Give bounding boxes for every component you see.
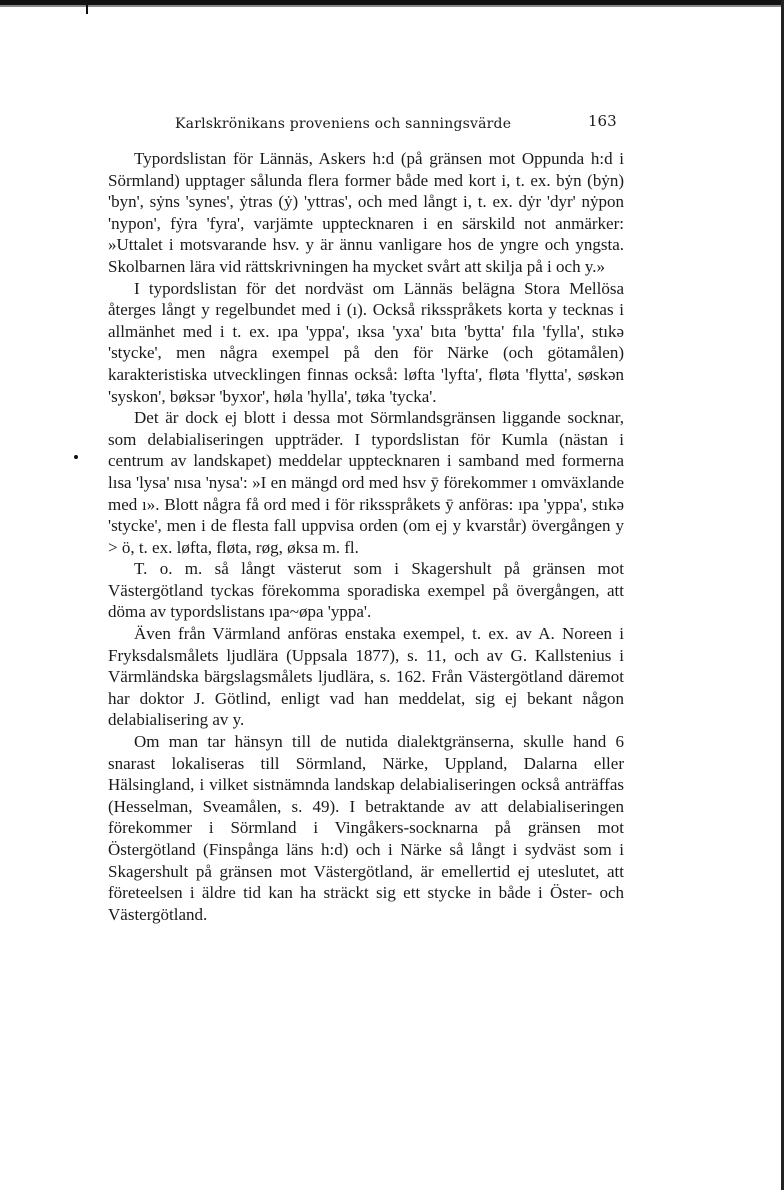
paragraph-2: I typordslistan för det nordväst om Lännäs belägna Stora Mellösa återges långt y regelbundet med i (ı). Också riksspråkets korta y tecknas i allmänhet med i t. ex. ıpa 'yppa', ıksa 'yxa' bıta 'bytta' fıla 'fylla', stıkə 'stycke', men några exempel på den för Närke (och götamålen) karakteristiska utvecklingen finnas också: løfta 'lyfta', fløta 'flytta', søskən 'syskon', bøksər 'byxor', høla 'hylla', tøka 'tycka'. <box>108 278 624 406</box>
paragraph-5: Även från Värmland anföras enstaka exempel, t. ex. av A. Noreen i Fryksdalsmålets ljudlära (Uppsala 1877), s. 11, och av G. Kallstenius i Värmländska bärgslagsmålets ljudlära, s. 162. Från Västergötland däremot har doktor J. Götlind, enligt vad han meddelat, sig ej bekant någon delabialisering av y. <box>108 624 624 730</box>
paragraph-1: Typordslistan för Lännäs, Askers h:d (på gränsen mot Oppunda h:d i Sörmland) upptager sålunda flera former både med kort i, t. ex. bẏn (bẏn) 'byn', sẏns 'synes', ẏtras (ẏ) 'yttras', och med långt i, t. ex. dẏr 'dyr' nẏpon 'nypon', fẏra 'fyra', varjämte upptecknaren i en särskild not anmärker: »Uttalet i motsvarande hsv. y är ännu vanligare hos de yngre och yngsta. Skolbarnen lära vid rättskrivningen ha mycket svårt att skilja på i och y.» <box>108 149 624 276</box>
margin-dot <box>74 455 78 459</box>
running-header: Karlskrönikans proveniens och sanningsvärde <box>175 116 512 132</box>
paragraph-6: Om man tar hänsyn till de nutida dialektgränserna, skulle hand 6 snarast lokaliseras till Sörmland, Närke, Uppland, Dalarna eller Hälsingland, i vilket sistnämnda landskap delabialiseringen också anträffas (Hesselman, Sveamålen, s. 49). I betraktande av att delabialiseringen förekommer i Sörmland i Vingåkers-socknarna på gränsen mot Östergötland (Finspånga läns h:d) och i Närke så långt i sydväst som i Skagershult på gränsen mot Västergötland, är emellertid ej uteslutet, att företeelsen i äldre tid kan ha sträckt sig ett stycke in både i Öster- och Västergötland. <box>108 732 624 924</box>
paragraph-4: T. o. m. så långt västerut som i Skagershult på gränsen mot Västergötland tyckas förekomma sporadiska exempel på övergången, att döma av typordslistans ıpa~øpa 'yppa'. <box>108 559 624 622</box>
body-text <box>108 148 624 925</box>
scan-mark <box>86 5 88 14</box>
page-number: 163 <box>588 112 617 130</box>
paragraph-3: Det är dock ej blott i dessa mot Sörmlandsgränsen liggande socknar, som delabialiseringen uppträder. I typordslistan för Kumla (nästan i centrum av landskapet) meddelar upptecknaren i samband med formerna lısa 'lysa' nısa 'nysa': »I en mängd ord med hsv ȳ förekommer ı omväxlande med ı». Blott några få ord med i för riksspråkets ȳ anföras: ıpa 'yppa', stıkə 'stycke', men i de flesta fall uppvisa orden (om ej y kvarstår) övergången y > ö, t. ex. løfta, fløta, røg, øksa m. fl. <box>108 408 624 557</box>
scan-border-shadow <box>0 5 784 7</box>
